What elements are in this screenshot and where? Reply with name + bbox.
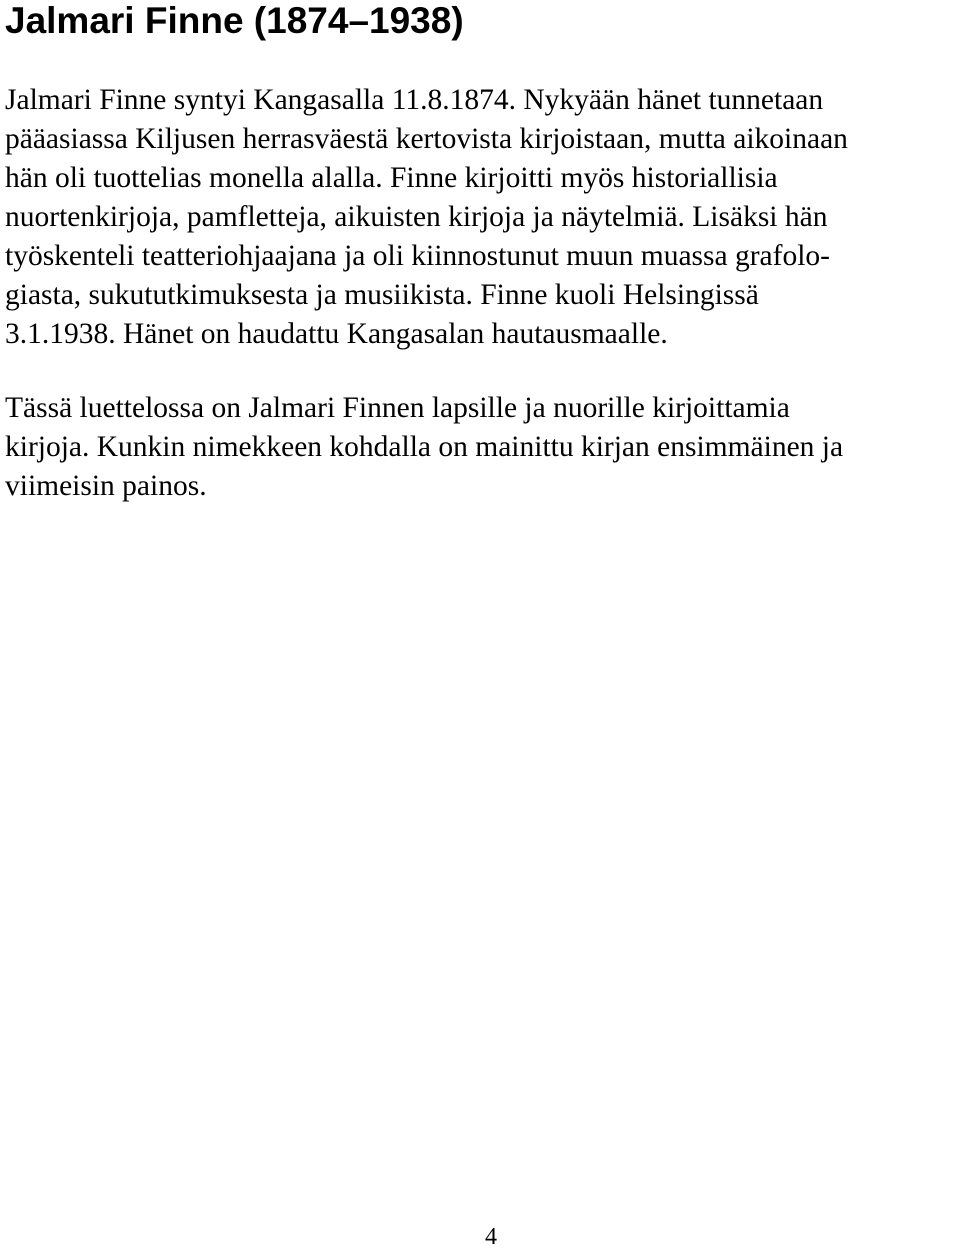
paragraph-line: 3.1.1938. Hänet on haudattu Kangasalan hautausmaalle.	[5, 318, 668, 350]
paragraph-line: viimeisin painos.	[5, 470, 207, 502]
page-title: Jalmari Finne (1874–1938)	[5, 0, 464, 41]
paragraph-line: työskenteli teatteriohjaajana ja oli kiinnostunut muun muassa grafolo-	[5, 240, 830, 272]
paragraph-line: hän oli tuottelias monella alalla. Finne kirjoitti myös historiallisia	[5, 162, 778, 194]
paragraph-line: kirjoja. Kunkin nimekkeen kohdalla on mainittu kirjan ensimmäinen ja	[5, 431, 844, 463]
paragraph-line: Jalmari Finne syntyi Kangasalla 11.8.1874. Nykyään hänet tunnetaan	[5, 84, 824, 116]
paragraph-line: Tässä luettelossa on Jalmari Finnen lapsille ja nuorille kirjoittamia	[5, 392, 790, 424]
page-number: 4	[485, 1224, 497, 1250]
biography-paragraph	[5, 81, 955, 354]
list-intro-paragraph	[5, 389, 955, 506]
paragraph-line: nuortenkirjoja, pamfletteja, aikuisten kirjoja ja näytelmiä. Lisäksi hän	[5, 201, 828, 233]
paragraph-line: pääasiassa Kiljusen herrasväestä kertovista kirjoistaan, mutta aikoinaan	[5, 123, 848, 155]
paragraph-line: giasta, sukututkimuksesta ja musiikista. Finne kuoli Helsingissä	[5, 279, 759, 311]
